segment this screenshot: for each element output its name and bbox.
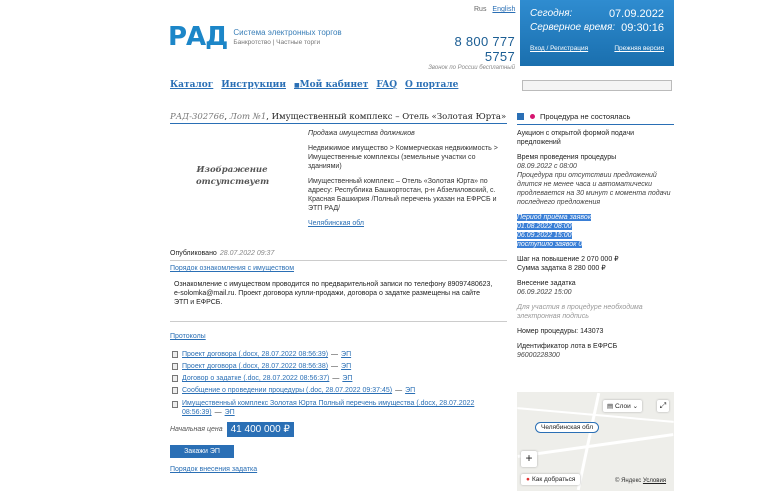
region-link[interactable]: Челябинская обл	[308, 220, 365, 227]
nav-catalog[interactable]: Каталог	[170, 80, 214, 90]
lang-en-link[interactable]: English	[492, 6, 516, 13]
order-ep-button[interactable]: Закажи ЭП	[170, 445, 234, 458]
language-switcher	[474, 6, 515, 13]
logo-subtitle: Банкротство | Частные торги	[233, 39, 321, 46]
efrsb-id	[517, 342, 674, 360]
document-link[interactable]: Проект договора (.docx, 28.07.2022 08:56:38)	[182, 363, 329, 370]
today-label: Сегодня:	[530, 8, 573, 19]
main-nav	[170, 80, 458, 90]
price-value: 41 400 000 ₽	[227, 422, 294, 437]
today-value: 07.09.2022	[608, 8, 664, 20]
signature-note: Для участия в процедуре необходима электронная подпись	[517, 304, 643, 320]
phone-note: Звонок по России бесплатный	[428, 65, 515, 71]
timebox-links	[530, 45, 664, 52]
status-square-icon	[517, 113, 524, 120]
time-value: 08.09.2022 с 08:00	[517, 163, 577, 170]
document-icon	[172, 401, 178, 408]
terms-link[interactable]: Условия	[642, 478, 667, 484]
time-label: Время проведения процедуры	[517, 154, 617, 161]
no-image-placeholder: Изображение отсутствует	[196, 165, 270, 187]
search-input[interactable]	[522, 80, 672, 91]
inspection-order-heading[interactable]: Порядок ознакомления с имуществом	[170, 265, 295, 272]
document-item: Проект договора (.docx, 28.07.2022 08:56:39) — ЭП	[172, 349, 502, 361]
amounts	[517, 255, 674, 273]
period-label: Период приёма заявок	[517, 214, 592, 221]
login-link[interactable]: Вход / Регистрация	[530, 45, 589, 52]
document-link[interactable]: Сообщение о проведении процедуры (.doc, 28.07.2022 09:37:45)	[182, 387, 393, 394]
signature-link[interactable]: ЭП	[341, 351, 352, 358]
lot-description	[308, 129, 504, 234]
status-text: Процедура не состоялась	[540, 112, 631, 121]
deposit-deadline	[517, 279, 674, 297]
start-price	[170, 422, 294, 437]
deposit-date: 06.09.2022 15:00	[517, 289, 572, 296]
logo-title: Система электронных торгов	[233, 28, 342, 37]
location-pin-icon: ●	[526, 476, 530, 483]
nav-about[interactable]: О портале	[405, 80, 459, 90]
application-period	[517, 213, 674, 249]
applications-count: поступило заявок 0	[517, 241, 583, 248]
signature-link[interactable]: ЭП	[341, 363, 352, 370]
signature-link[interactable]: ЭП	[342, 375, 353, 382]
lot-title: Имущественный комплекс – Отель «Золотая Юрта»	[271, 112, 507, 122]
server-time-row	[530, 21, 664, 35]
chevron-down-icon: ⌄	[632, 403, 639, 410]
procedure-status	[517, 112, 630, 121]
proc-no-label: Номер процедуры:	[517, 328, 579, 335]
server-time-value: 09:30:16	[621, 22, 664, 34]
layers-label: Слои	[614, 403, 631, 410]
today-row	[530, 7, 664, 21]
lot-text: Имущественный комплекс – Отель «Золотая Юрта» по адресу: Республика Башкортостан, р-н Абзелиловский, с. Красная Башкирия /Полный перечень указан на ЕФРСБ и ЭТП РАД/	[308, 178, 497, 212]
document-item: Имущественный комплекс Золотая Юрта Полный перечень имущества (.docx, 28.07.2022 08:56:39) — ЭП	[172, 399, 502, 417]
server-time-label: Серверное время:	[530, 22, 616, 33]
document-icon	[172, 351, 178, 358]
nav-cabinet-label: Мой кабинет	[299, 80, 369, 90]
lot-category: Недвижимое имущество > Коммерческая недвижимость > Имущественные комплексы (земельные участки со зданиями)	[308, 145, 498, 170]
location-map[interactable]	[517, 392, 674, 491]
map-layers-button[interactable]	[603, 400, 642, 412]
document-icon	[172, 387, 178, 394]
deposit-date-label: Внесение задатка	[517, 280, 576, 287]
copyright-text: © Яндекс	[615, 478, 642, 484]
route-label: Как добраться	[531, 476, 576, 483]
step-value: 2 070 000 ₽	[581, 256, 619, 263]
divider	[170, 321, 507, 322]
document-item: Проект договора (.docx, 28.07.2022 08:56:38) — ЭП	[172, 361, 502, 373]
hotline	[421, 34, 515, 71]
map-region-label[interactable]: Челябинская обл	[535, 422, 599, 433]
document-link[interactable]: Договор о задатке (.doc, 28.07.2022 08:56:37)	[182, 375, 330, 382]
divider	[170, 260, 507, 261]
logo-mark: РАД	[168, 22, 228, 52]
zoom-in-button[interactable]: +	[521, 451, 537, 467]
documents-list	[172, 349, 502, 417]
lot-number[interactable]: Лот №1	[229, 112, 267, 122]
period-from: 01.08.2022 08:00	[517, 223, 572, 230]
published-date: 28.07.2022 09:37	[219, 250, 275, 257]
deposit-label: Сумма задатка	[517, 265, 567, 272]
document-icon	[172, 375, 178, 382]
procedure-code[interactable]: РАД-302766	[170, 112, 225, 122]
price-label: Начальная цена	[170, 426, 223, 433]
nav-instructions[interactable]: Инструкции	[221, 80, 286, 90]
document-icon	[172, 363, 178, 370]
document-link[interactable]: Имущественный комплекс Золотая Юрта Полный перечень имущества (.docx, 28.07.2022 08:56:39)	[182, 400, 475, 416]
phone-number: 8 800 777 5757	[454, 34, 515, 64]
map-copyright	[615, 478, 666, 484]
status-dot-icon	[530, 114, 535, 119]
efrsb-label: Идентификатор лота в ЕФРСБ	[517, 343, 618, 350]
document-link[interactable]: Проект договора (.docx, 28.07.2022 08:56:39)	[182, 351, 329, 358]
document-item: Договор о задатке (.doc, 28.07.2022 08:56:37) — ЭП	[172, 373, 502, 385]
title-divider	[170, 123, 507, 124]
procedure-time	[517, 153, 674, 207]
time-note: Процедура при отсутствии предложений длится не менее часа и автоматически продлевается на 30 минут с момента подачи последнего предложения	[517, 172, 671, 206]
status-divider	[517, 124, 674, 125]
nav-faq[interactable]: FAQ	[376, 80, 398, 90]
breadcrumb: РАД-302766, Лот №1, Имущественный комплекс – Отель «Золотая Юрта»	[170, 112, 507, 122]
inspection-order-text: Ознакомление с имуществом проводится по предварительной записи по телефону 89097480623, e-solomka@mail.ru. Проект договора купли-продажи, договора о задатке размещены на сайте ЭТП и ЕФРСБ.	[174, 281, 493, 306]
document-item: Сообщение о проведении процедуры (.doc, 28.07.2022 09:37:45) — ЭП	[172, 385, 502, 397]
sale-type: Продажа имущества должников	[308, 130, 415, 137]
protocols-link[interactable]: Протоколы	[170, 333, 206, 340]
signature-link[interactable]: ЭП	[224, 409, 235, 416]
auction-type: Аукцион с открытой формой подачи предложений	[517, 130, 635, 146]
fullscreen-icon[interactable]: ⤢	[657, 400, 669, 412]
map-road	[518, 433, 674, 458]
server-time-box	[520, 0, 674, 66]
cabinet-marker-icon: ■	[294, 82, 300, 89]
published-label: Опубликовано	[170, 250, 217, 257]
signature-link[interactable]: ЭП	[405, 387, 416, 394]
procedure-details	[517, 129, 674, 366]
old-version-link[interactable]: Прежняя версия	[614, 45, 664, 52]
efrsb-value: 96000228300	[517, 352, 560, 359]
proc-no: 143073	[580, 328, 604, 335]
map-road	[577, 393, 601, 490]
step-label: Шаг на повышение	[517, 256, 580, 263]
site-logo[interactable]	[168, 24, 342, 50]
logo-text	[233, 28, 341, 46]
layers-icon: ▤	[607, 403, 614, 410]
procedure-number	[517, 327, 674, 336]
period-to: 06.09.2022 15:00	[517, 232, 572, 239]
nav-cabinet[interactable]	[294, 80, 368, 90]
route-button[interactable]	[521, 474, 580, 485]
deposit-value: 8 280 000 ₽	[568, 265, 606, 272]
published-info	[170, 250, 274, 257]
deposit-order-link[interactable]: Порядок внесения задатка	[170, 466, 258, 473]
lang-ru[interactable]: Rus	[474, 6, 487, 13]
